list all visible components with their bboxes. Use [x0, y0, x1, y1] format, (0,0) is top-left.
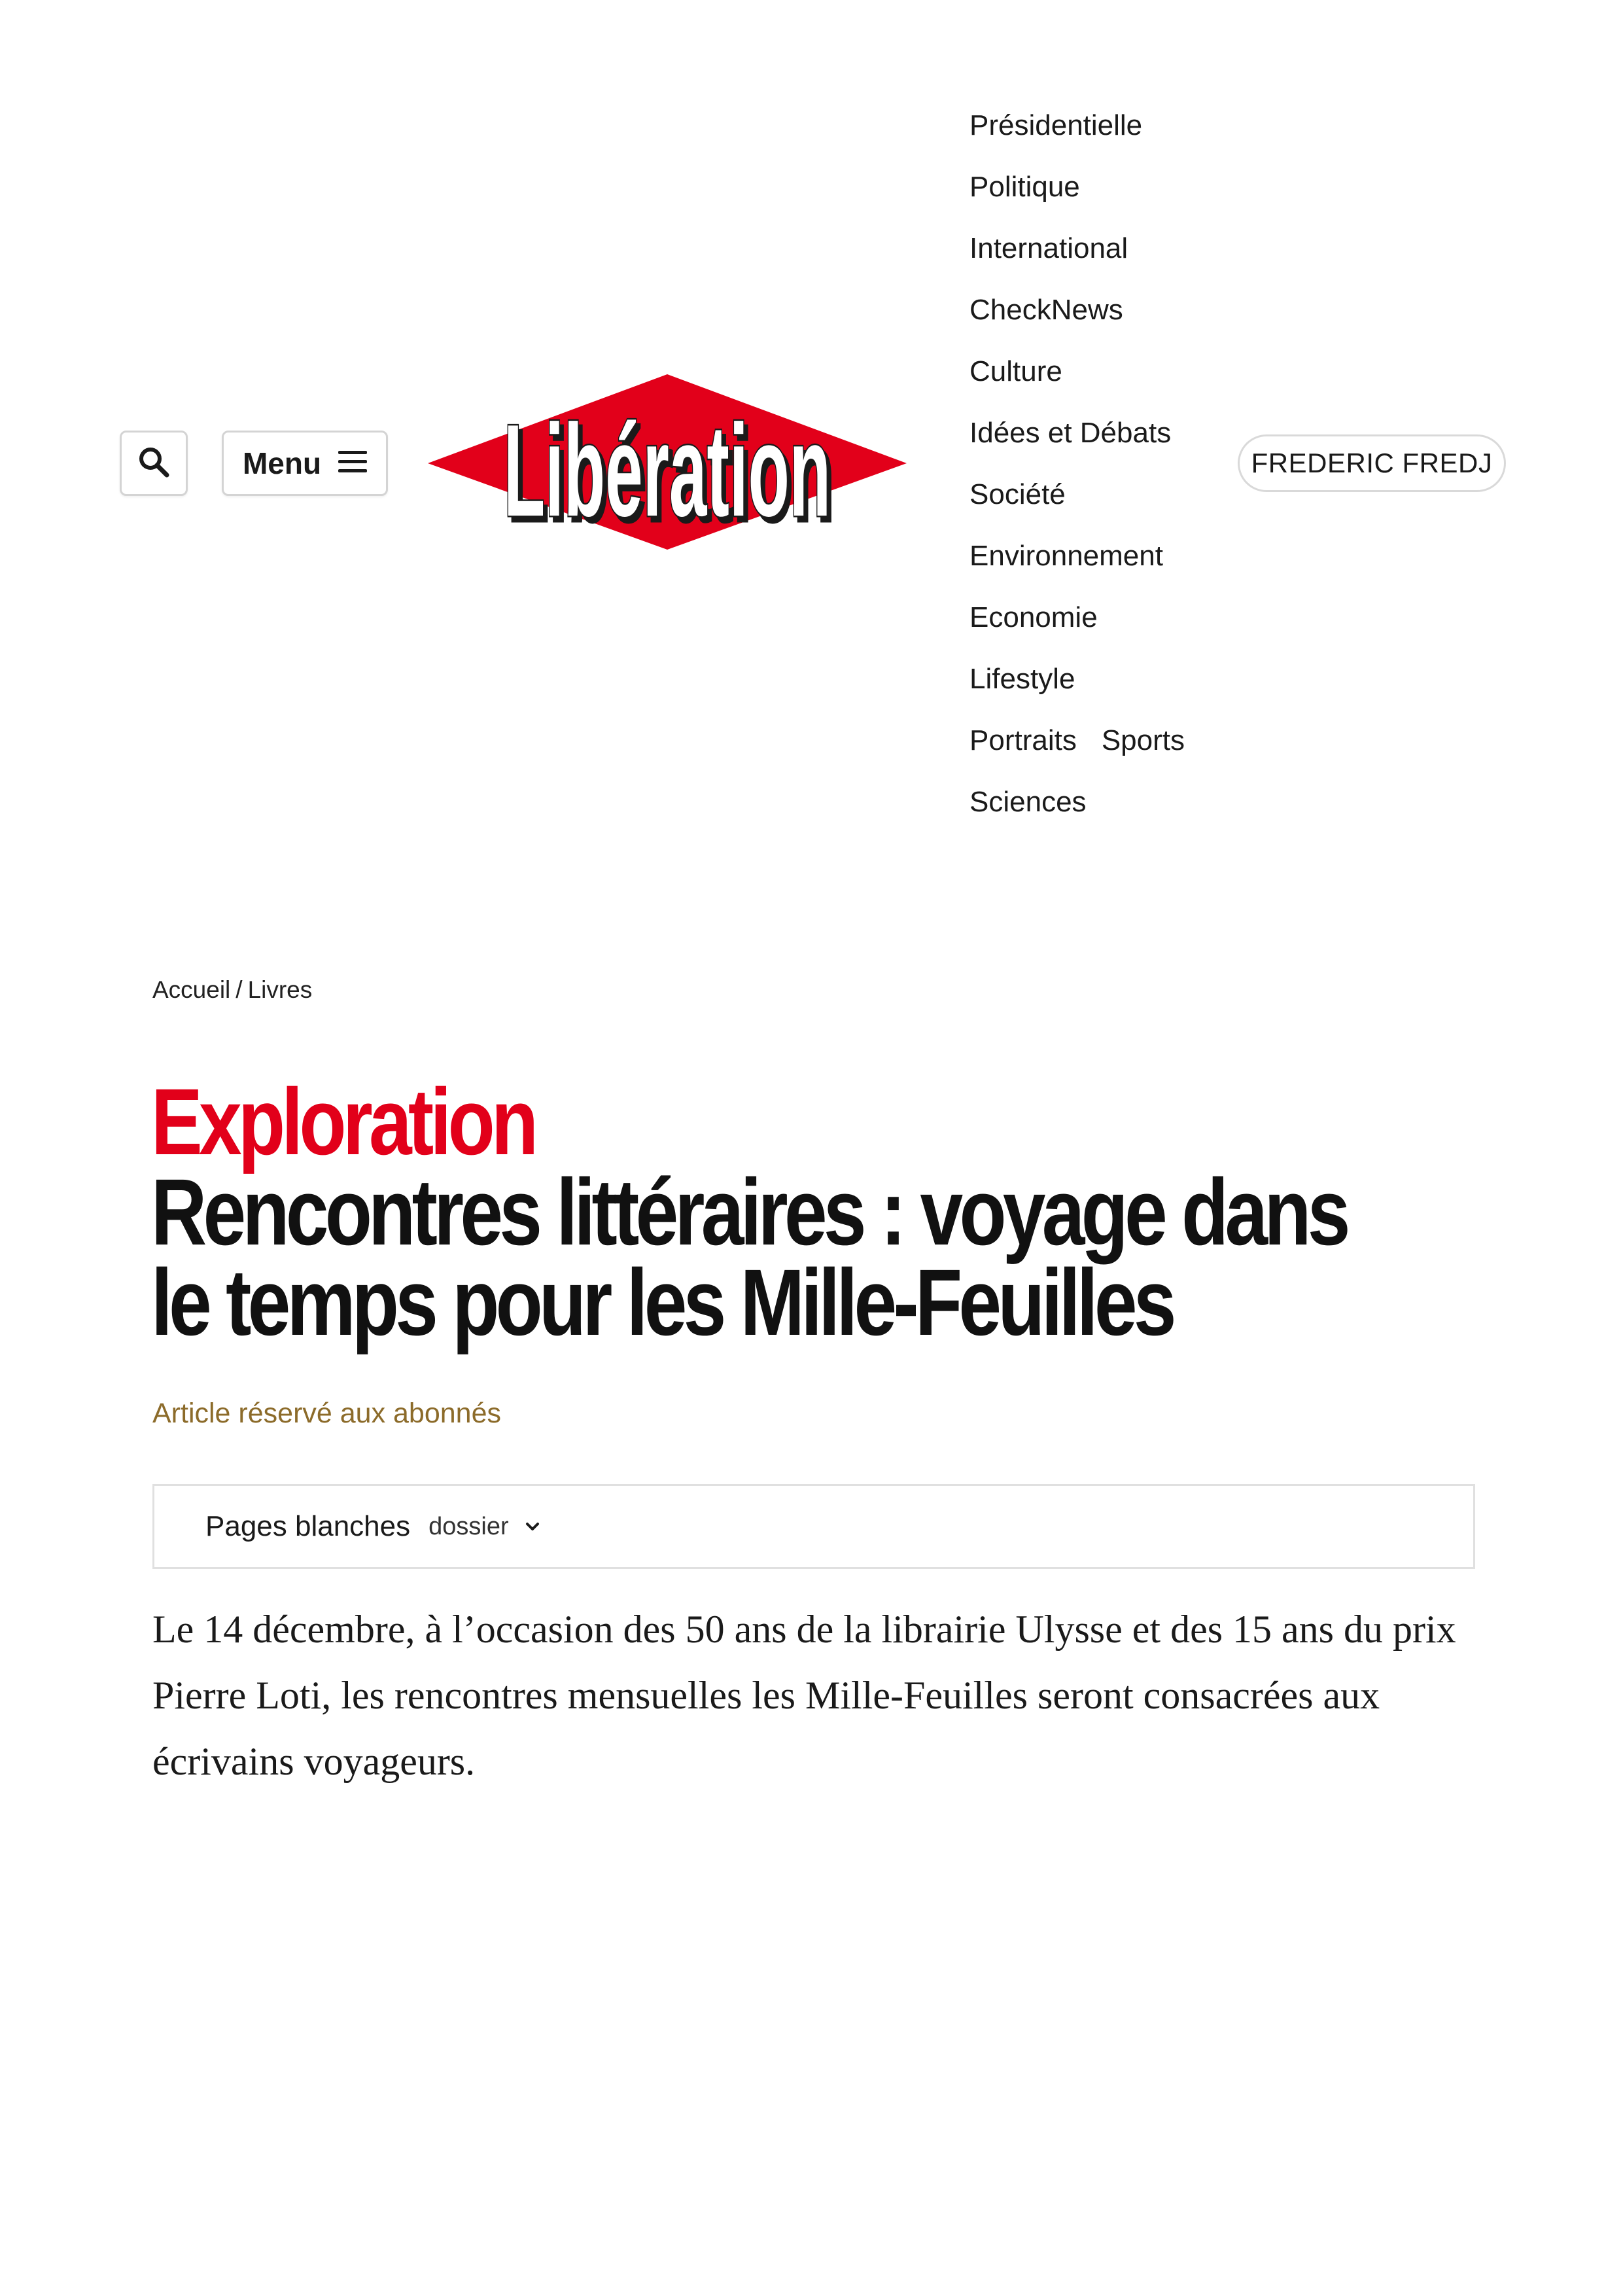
menu-label: Menu [242, 446, 322, 480]
dossier-title: Pages blanches [205, 1510, 411, 1542]
section-nav [969, 105, 1244, 843]
search-icon [137, 446, 170, 482]
article-headline: Rencontres littéraires : voyage dans le temps pour les Mille-Feuilles [151, 1159, 1347, 1355]
nav-item-sciences[interactable]: Sciences [969, 786, 1087, 818]
hamburger-icon [338, 450, 367, 478]
nav-item-idees-et-debats[interactable]: Idées et Débats [969, 417, 1172, 449]
breadcrumb-home[interactable]: Accueil [152, 976, 231, 1003]
article-kicker[interactable]: Exploration [151, 1069, 535, 1174]
nav-item-politique[interactable]: Politique [969, 171, 1080, 203]
search-button[interactable] [120, 431, 188, 496]
breadcrumb-separator: / [236, 976, 243, 1003]
dossier-tag: dossier [428, 1512, 509, 1540]
nav-item-societe[interactable]: Société [969, 478, 1066, 510]
nav-item-economie[interactable]: Economie [969, 601, 1098, 633]
chevron-down-icon [525, 1521, 540, 1532]
logo-text: Libération [504, 398, 831, 544]
nav-item-presidentielle[interactable]: Présidentielle [969, 109, 1143, 141]
nav-item-culture[interactable]: Culture [969, 355, 1062, 387]
breadcrumb-section[interactable]: Livres [247, 976, 313, 1003]
nav-item-portraits[interactable]: Portraits [969, 724, 1077, 756]
article-lead: Le 14 décembre, à l’occasion des 50 ans de la librairie Ulysse et des 15 ans du prix Pierre Loti, les rencontres mensuelles les Mille-Feuilles seront consacrées aux écrivains voyageurs. [152, 1608, 1456, 1783]
subscriber-badge: Article réservé aux abonnés [152, 1398, 502, 1429]
dossier-dropdown[interactable] [152, 1484, 1475, 1569]
logo-shadow: Libération [508, 403, 835, 549]
nav-item-checknews[interactable]: CheckNews [969, 294, 1123, 326]
account-button[interactable]: FREDERIC FREDJ [1238, 434, 1506, 492]
nav-item-international[interactable]: International [969, 232, 1128, 264]
liberation-logo[interactable] [425, 372, 909, 552]
nav-item-sports[interactable]: Sports [1101, 724, 1185, 756]
nav-item-lifestyle[interactable]: Lifestyle [969, 663, 1075, 695]
menu-button[interactable] [222, 431, 388, 496]
breadcrumb [152, 976, 312, 1004]
nav-item-environnement[interactable]: Environnement [969, 540, 1163, 572]
